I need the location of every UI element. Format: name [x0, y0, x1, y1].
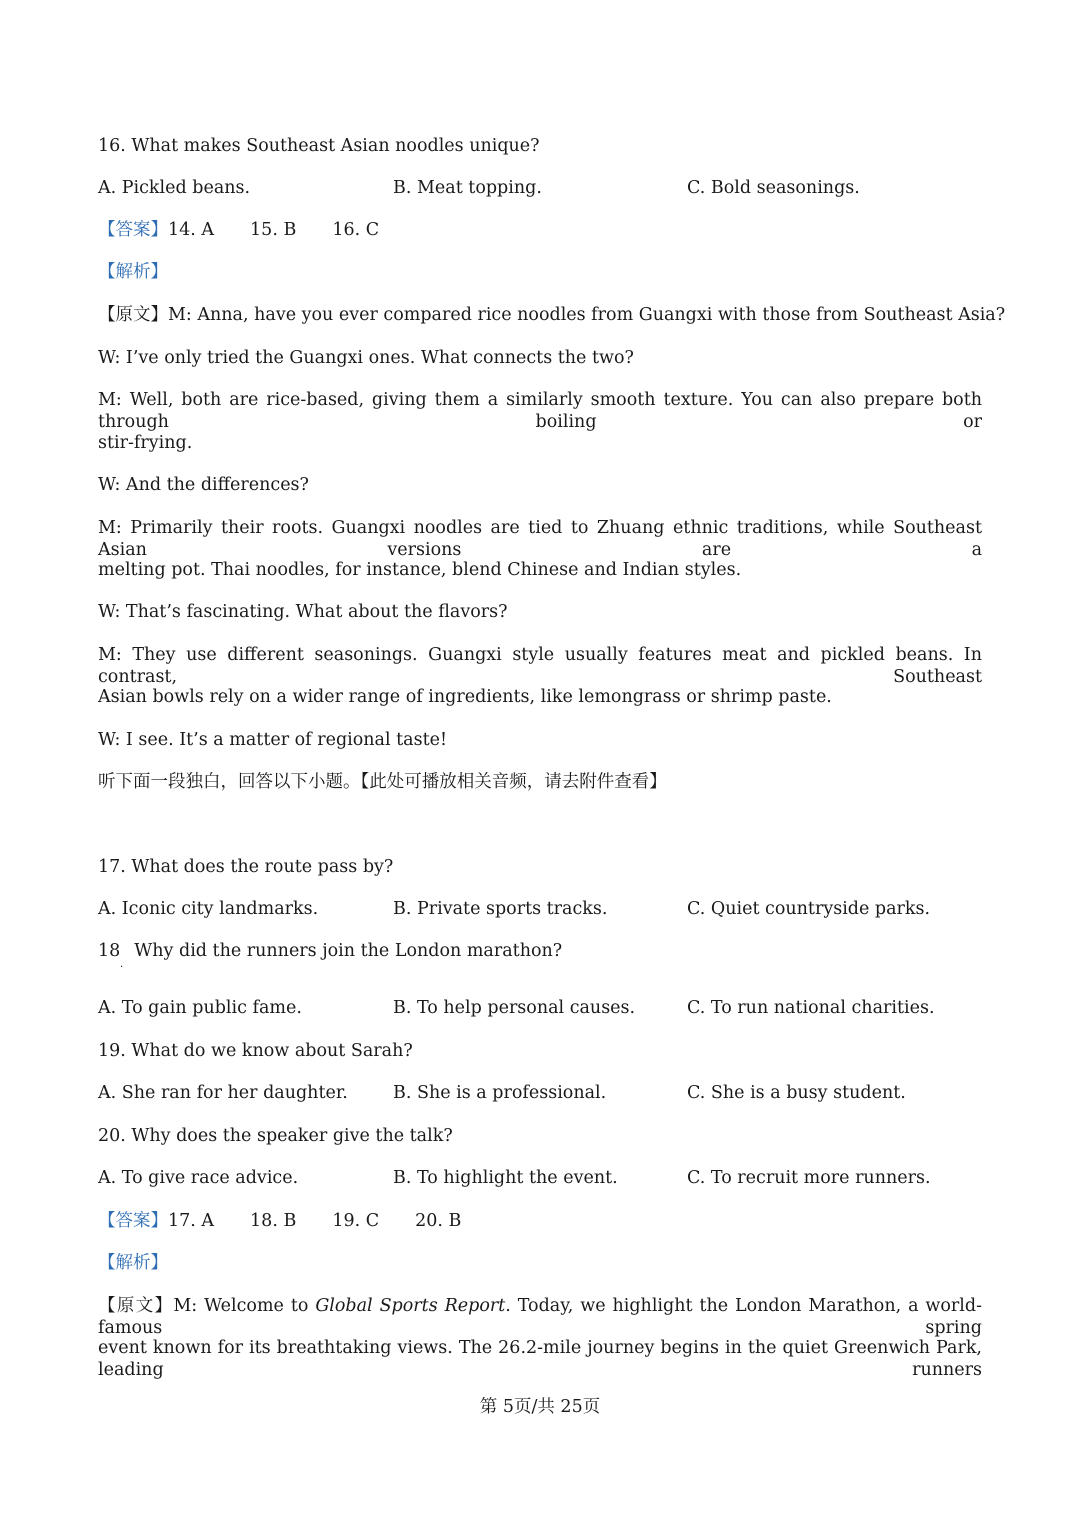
- question-20: 20. Why does the speaker give the talk?: [98, 1126, 453, 1146]
- transcript-1-first-line: [98, 304, 1005, 326]
- question-18: [98, 940, 562, 962]
- question-16-options: [98, 177, 982, 199]
- answer-item: 15. B: [250, 220, 297, 240]
- option-c: C. She is a busy student.: [687, 1083, 906, 1103]
- transcript-label: 【原文】: [98, 1296, 174, 1316]
- answer-item: 16. C: [332, 220, 380, 240]
- question-17: 17. What does the route pass by?: [98, 857, 394, 877]
- analysis-label-2: 【解析】: [98, 1253, 168, 1273]
- question-17-options: [98, 898, 982, 920]
- answer-line-2: [98, 1210, 461, 1232]
- option-c: C. To recruit more runners.: [687, 1168, 931, 1188]
- stray-dot: ·: [120, 962, 124, 973]
- question-19: 19. What do we know about Sarah?: [98, 1041, 413, 1061]
- transcript-line: Asian bowls rely on a wider range of ingredients, like lemongrass or shrimp paste.: [98, 687, 832, 707]
- transcript-line: W: And the differences?: [98, 475, 309, 495]
- answer-item: 19. C: [332, 1211, 380, 1231]
- option-c: C. Quiet countryside parks.: [687, 899, 931, 919]
- transcript-label: 【原文】: [98, 305, 168, 325]
- option-a: A. To give race advice.: [98, 1168, 299, 1188]
- option-b: B. To highlight the event.: [393, 1168, 618, 1188]
- transcript-line: W: I see. It’s a matter of regional taste!: [98, 730, 448, 750]
- answer-item: 20. B: [415, 1211, 462, 1231]
- option-b: B. Private sports tracks.: [393, 899, 608, 919]
- transcript-line: W: I’ve only tried the Guangxi ones. What connects the two?: [98, 348, 634, 368]
- answer-item: 18. B: [250, 1211, 297, 1231]
- option-b: B. She is a professional.: [393, 1083, 607, 1103]
- option-c: C. Bold seasonings.: [687, 178, 860, 198]
- option-a: A. To gain public fame.: [98, 998, 302, 1018]
- question-20-options: [98, 1167, 982, 1189]
- transcript-prefix: M: Welcome to: [173, 1296, 316, 1316]
- program-title: Global Sports Report: [315, 1296, 506, 1316]
- transcript-text: M: Anna, have you ever compared rice noodles from Guangxi with those from Southeast Asia?: [168, 305, 1006, 325]
- answer-item: 14. A: [168, 220, 215, 240]
- question-16: 16. What makes Southeast Asian noodles unique?: [98, 136, 540, 156]
- page-footer: 第 5页/共 25页: [479, 1397, 601, 1417]
- question-text: Why did the runners join the London marathon?: [134, 941, 563, 961]
- transcript-line: M: Primarily their roots. Guangxi noodles are tied to Zhuang ethnic traditions, while Southeast Asian versions are a: [98, 518, 982, 560]
- transcript-line: event known for its breathtaking views. The 26.2-mile journey begins in the quiet Greenwich Park, leading runners: [98, 1338, 982, 1380]
- answer-label: 【答案】: [98, 220, 168, 240]
- transcript-line: melting pot. Thai noodles, for instance, blend Chinese and Indian styles.: [98, 560, 742, 580]
- transcript-line: M: Well, both are rice-based, giving them a similarly smooth texture. You can also prepare both through boiling or: [98, 390, 982, 432]
- transcript-line: M: They use different seasonings. Guangxi style usually features meat and pickled beans. In contrast, Southeast: [98, 645, 982, 687]
- transcript-2-first-line: [98, 1295, 982, 1339]
- answer-line-1: [98, 219, 379, 241]
- question-19-options: [98, 1082, 982, 1104]
- question-18-options: [98, 997, 982, 1019]
- option-b: B. Meat topping.: [393, 178, 542, 198]
- transcript-line: stir-frying.: [98, 433, 193, 453]
- option-a: A. Iconic city landmarks.: [98, 899, 319, 919]
- answer-label: 【答案】: [98, 1211, 168, 1231]
- question-number: 18: [98, 941, 121, 961]
- option-c: C. To run national charities.: [687, 998, 935, 1018]
- answer-item: 17. A: [168, 1211, 215, 1231]
- analysis-label-1: 【解析】: [98, 262, 168, 282]
- transcript-suffix: . Today, we highlight the London Marathon, a world-famous spring: [98, 1296, 983, 1338]
- option-a: A. Pickled beans.: [98, 178, 251, 198]
- transcript-line: W: That’s fascinating. What about the flavors?: [98, 602, 508, 622]
- option-a: A. She ran for her daughter.: [98, 1083, 348, 1103]
- option-b: B. To help personal causes.: [393, 998, 636, 1018]
- monologue-instruction: 听下面一段独白，回答以下小题。【此处可播放相关音频，请去附件查看】: [98, 772, 667, 792]
